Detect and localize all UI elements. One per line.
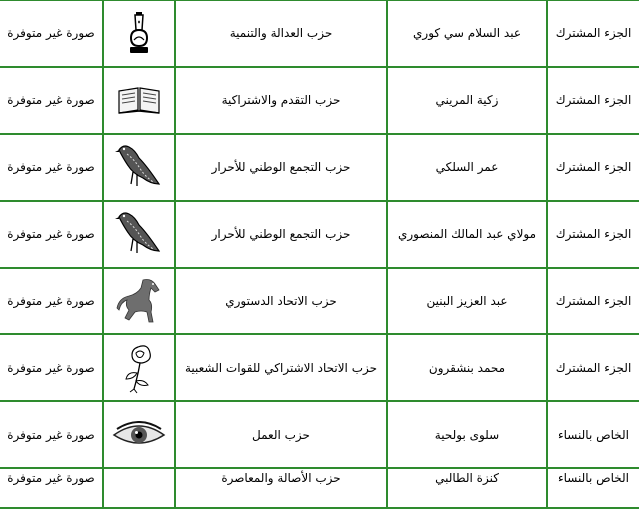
party-name: حزب الاتحاد الاشتراكي للقوات الشعبية — [175, 334, 387, 401]
candidate-name: عبد السلام سي كوري — [387, 0, 547, 67]
candidate-name: محمد بنشقرون — [387, 334, 547, 401]
party-name: حزب التجمع الوطني للأحرار — [175, 134, 387, 201]
rose-icon — [118, 341, 160, 395]
list-type: الجزء المشترك — [547, 0, 639, 67]
table-row — [0, 468, 639, 508]
party-symbol — [103, 67, 175, 134]
party-name: حزب العدالة والتنمية — [175, 0, 387, 67]
candidate-name: مولاي عبد المالك المنصوري — [387, 201, 547, 268]
party-symbol — [103, 268, 175, 335]
candidate-name: كنزة الطالبي — [387, 468, 547, 508]
party-symbol — [103, 201, 175, 268]
candidate-name: عبد العزيز البنين — [387, 268, 547, 335]
table-row — [0, 67, 639, 134]
table-row — [0, 201, 639, 268]
candidate-name: سلوى بولحية — [387, 401, 547, 468]
horse-icon — [113, 276, 165, 326]
party-symbol — [103, 468, 175, 508]
list-type: الخاص بالنساء — [547, 401, 639, 468]
candidate-name: زكية المريني — [387, 67, 547, 134]
list-type: الجزء المشترك — [547, 201, 639, 268]
table-row — [0, 334, 639, 401]
photo-cell: صورة غير متوفرة — [0, 134, 103, 201]
party-symbol — [103, 134, 175, 201]
photo-cell: صورة غير متوفرة — [0, 0, 103, 67]
list-type: الجزء المشترك — [547, 268, 639, 335]
list-type: الجزء المشترك — [547, 334, 639, 401]
party-name: حزب الأصالة والمعاصرة — [175, 468, 387, 508]
photo-cell: صورة غير متوفرة — [0, 334, 103, 401]
table-row — [0, 268, 639, 335]
party-symbol — [103, 334, 175, 401]
eye-icon — [111, 421, 167, 449]
table-row — [0, 401, 639, 468]
party-name: حزب التجمع الوطني للأحرار — [175, 201, 387, 268]
list-type: الخاص بالنساء — [547, 468, 639, 508]
book-icon — [116, 85, 162, 115]
party-name: حزب العمل — [175, 401, 387, 468]
list-type: الجزء المشترك — [547, 134, 639, 201]
table-row — [0, 134, 639, 201]
dove-icon — [113, 207, 165, 261]
party-symbol — [103, 0, 175, 67]
party-name: حزب التقدم والاشتراكية — [175, 67, 387, 134]
lamp-icon — [124, 10, 154, 56]
photo-cell: صورة غير متوفرة — [0, 67, 103, 134]
candidate-name: عمر السلكي — [387, 134, 547, 201]
list-type: الجزء المشترك — [547, 67, 639, 134]
photo-cell: صورة غير متوفرة — [0, 268, 103, 335]
photo-cell: صورة غير متوفرة — [0, 201, 103, 268]
party-name: حزب الاتحاد الدستوري — [175, 268, 387, 335]
party-symbol — [103, 401, 175, 468]
photo-cell: صورة غير متوفرة — [0, 401, 103, 468]
dove-icon — [113, 140, 165, 194]
table-row — [0, 0, 639, 67]
photo-cell: صورة غير متوفرة — [0, 468, 103, 508]
